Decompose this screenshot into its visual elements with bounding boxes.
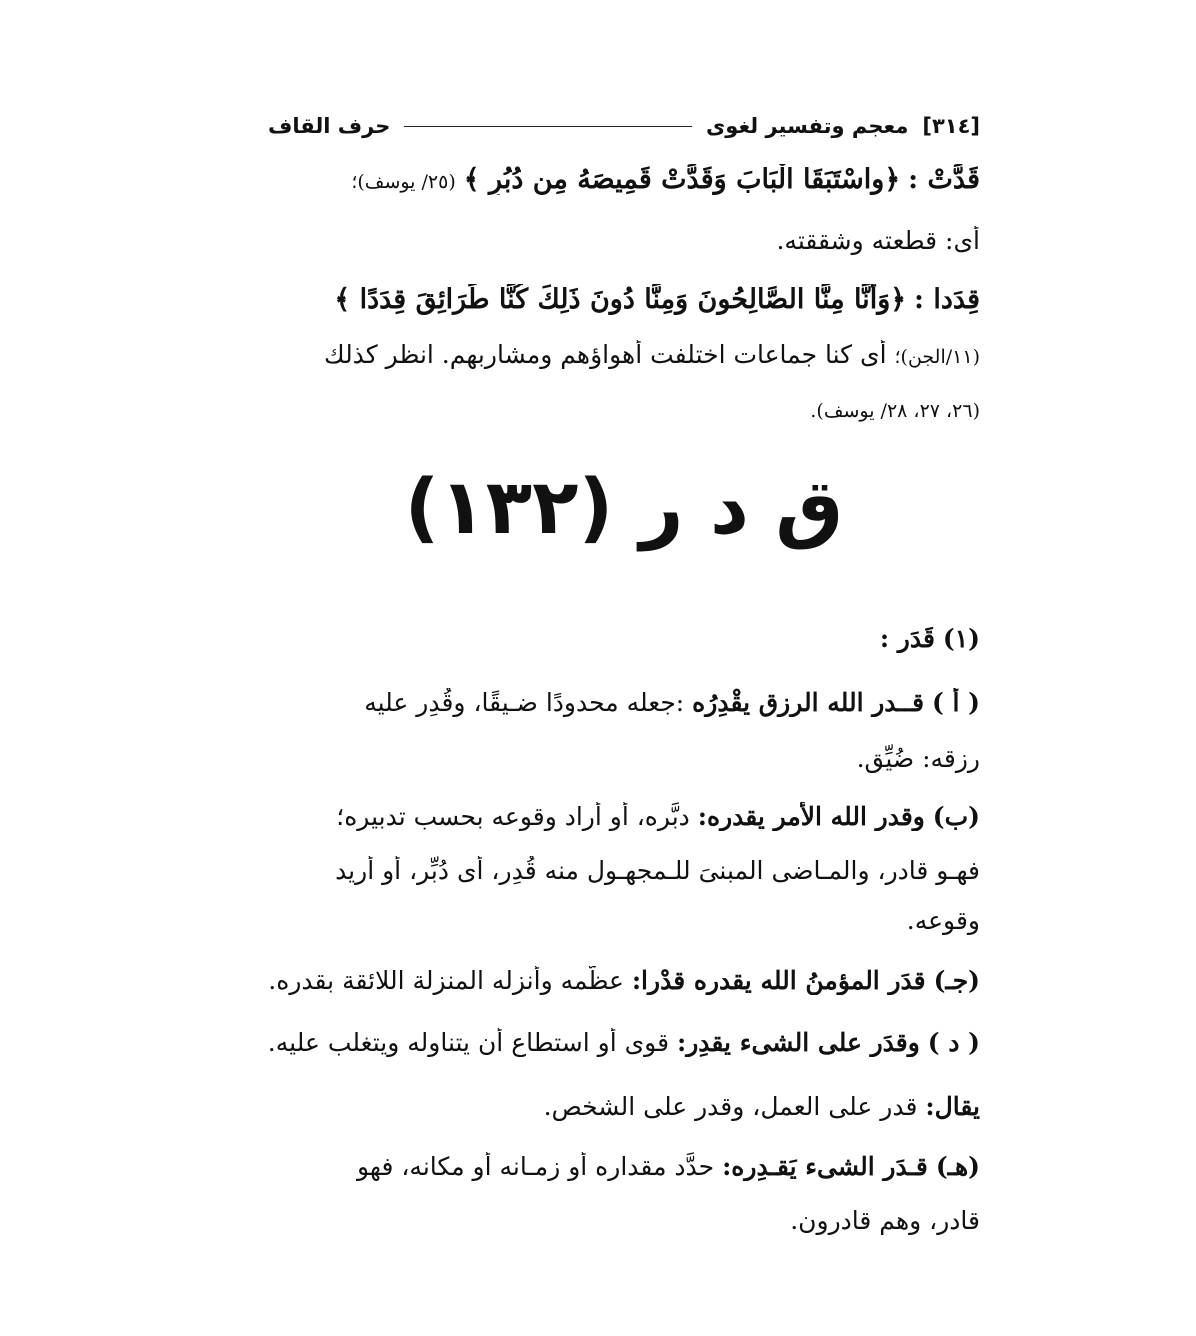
entry-qaddat-line-2 — [268, 226, 980, 255]
item-text: قدر على العمل، وقدر على الشخص. — [543, 1092, 918, 1121]
entry-meaning: أى كنا جماعات اختلفت أهواؤهم ومشاربهم. انظر كذلك — [324, 340, 887, 369]
page-number: [٣١٤] — [922, 114, 980, 138]
item-text: قوى أو استطاع أن يتناوله ويتغلب عليه. — [268, 1028, 670, 1057]
item-phrase: قدَر المؤمنُ الله يقدره قدْرا: — [631, 966, 926, 995]
item-d-usage — [268, 1092, 980, 1121]
entry-qaddat-line-1 — [268, 164, 980, 195]
item-text: حدَّد مقداره أو زمـانه أو مكانه، فهو — [357, 1152, 715, 1181]
item-e-line-2 — [268, 1206, 980, 1235]
item-d-line-1 — [268, 1028, 980, 1057]
item-phrase: قــدر الله الرزق يقْدِرُه — [692, 688, 925, 717]
item-b-line-1 — [268, 802, 980, 831]
item-phrase: وقدَر على الشىء يقدِر: — [676, 1028, 920, 1057]
item-b-line-2 — [268, 856, 980, 885]
item-text: قادر، وهم قادرون. — [790, 1206, 980, 1235]
item-text: دبَّره، أو أراد وقوعه بحسب تدبيره؛ — [336, 802, 690, 831]
item-e-line-1 — [268, 1152, 980, 1181]
item-marker: (هـ) — [935, 1152, 980, 1181]
entry-term: قَدَّتْ : — [908, 164, 980, 195]
item-text: وقوعه. — [906, 906, 980, 935]
quran-verse: ﴿وَأَنَّا مِنَّا الصَّالِحُونَ وَمِنَّا دُونَ ذَلِكَ كُنَّا طَرَائِقَ قِدَدًا ﴾ — [334, 284, 907, 315]
section-title: حرف القاف — [268, 114, 391, 138]
item-a-line-1 — [268, 688, 980, 717]
item-text: عظَّمه وأنزله المنزلة اللائقة بقدره. — [268, 966, 624, 995]
item-b-line-3 — [268, 906, 980, 935]
entry-qidadan-line-1 — [268, 284, 980, 315]
entry-qidadan-line-3 — [268, 394, 980, 423]
entry-qidadan-line-2 — [268, 340, 980, 369]
item-marker: (ب) — [932, 802, 980, 831]
verse-reference: (٢٥/ يوسف)؛ — [351, 171, 456, 193]
item-marker: ( د ) — [927, 1028, 980, 1057]
usage-label: يقال: — [925, 1092, 980, 1121]
item-phrase: وقدر الله الأمر يقدره: — [697, 802, 925, 831]
item-marker: (جـ) — [933, 966, 980, 995]
verse-reference: (١١/الجن)؛ — [894, 346, 980, 368]
book-title: معجم وتفسير لغوى — [706, 114, 909, 138]
header-rule — [404, 126, 692, 127]
item-phrase: قـدَر الشىء يَقـدِره: — [722, 1152, 928, 1181]
quran-verse: ﴿واسْتَبَقَا الْبَابَ وَقَدَّتْ قَمِيصَهُ مِن دُبُرٍ ﴾ — [463, 164, 901, 195]
item-text: :جعله محدودًا ضـيقًا، وقُدِر عليه — [364, 688, 685, 717]
running-header — [268, 108, 980, 144]
verse-reference-more: (٢٦، ٢٧، ٢٨/ يوسف). — [810, 400, 980, 422]
item-marker: ( أ ) — [931, 688, 980, 717]
item-a-line-2 — [268, 744, 980, 773]
sense-number: (١) — [942, 624, 980, 653]
item-text: فهـو قادر، والمـاضى المبنىَ للـمجهـول منه قُدِر، أى دُبِّر، أو أريد — [335, 856, 980, 885]
root-heading: ق د ر (١٣٢) — [404, 462, 844, 551]
entry-meaning: أى: قطعته وشققته. — [776, 226, 980, 255]
sense-heading — [268, 624, 980, 653]
item-c-line-1 — [268, 966, 980, 995]
sense-label: قَدَر : — [879, 624, 935, 653]
entry-term: قِدَدا : — [914, 284, 980, 315]
item-text: رزقه: ضُيِّق. — [856, 744, 980, 773]
